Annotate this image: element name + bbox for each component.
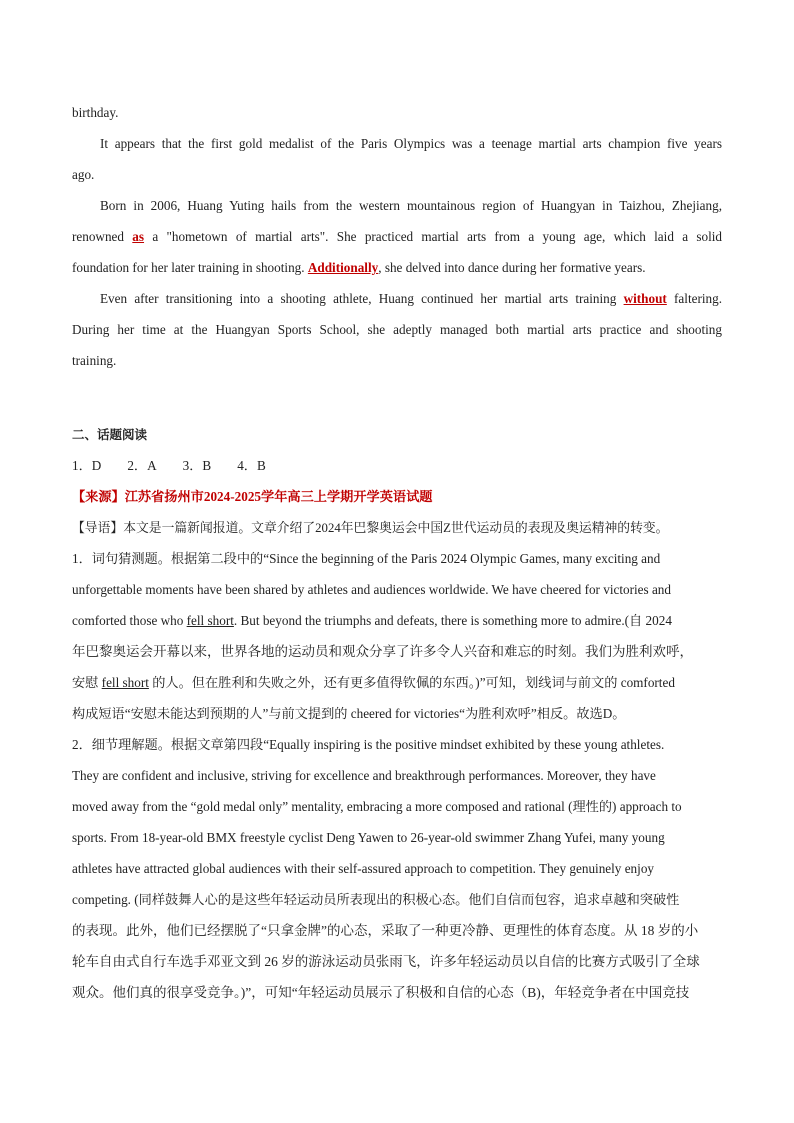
explanation-line: moved away from the “gold medal only” mentality, embracing a more composed and rational (理性的) approach to (72, 799, 682, 814)
passage-line: During her time at the Huangyan Sports School, she adeptly managed both martial arts practice and shooting (72, 322, 722, 337)
underlined-phrase: fell short (186, 613, 234, 628)
explanation-line: competing. (同样鼓舞人心的是这些年轻运动员所表现出的积极心态。他们自信而包容，追求卓越和突破性 (72, 892, 680, 907)
explanation-line: 1．词句猜测题。根据第二段中的“Since the beginning of the Paris 2024 Olympic Games, many exciting and (72, 551, 661, 566)
passage-line: renowned as a "hometown of martial arts". She practiced martial arts from a young age, which laid a solid (72, 229, 722, 244)
explanation-line: 构成短语“安慰未能达到预期的人”与前文提到的 cheered for victories“为胜利欢呼”相反。故选D。 (72, 706, 626, 721)
passage-line: Even after transitioning into a shooting athlete, Huang continued her martial arts training without faltering. (100, 291, 723, 306)
underlined-phrase: fell short (101, 675, 149, 690)
passage-line: ago. (72, 167, 95, 182)
explanation-line: unforgettable moments have been shared by athletes and audiences worldwide. We have cheered for victories and (72, 582, 671, 597)
answer-item: 2．A (127, 458, 157, 473)
passage-line: training. (72, 353, 117, 368)
guide-line: 【导语】本文是一篇新闻报道。文章介绍了2024年巴黎奥运会中国Z世代运动员的表现及奥运精神的转变。 (72, 521, 669, 535)
explanation-line: comforted those who fell short. But beyond the triumphs and defeats, there is something more to admire.(自 2024 (72, 613, 672, 628)
explanation-line: They are confident and inclusive, striving for excellence and breakthrough performances. Moreover, they have (72, 768, 656, 783)
passage-line: foundation for her later training in shooting. Additionally, she delved into dance during her formative years. (72, 260, 646, 275)
explanation-line: 安慰 fell short 的人。但在胜利和失败之外，还有更多值得钦佩的东西。)”可知，划线词与前文的 comforted (72, 675, 675, 690)
explanation-line: 年巴黎奥运会开幕以来，世界各地的运动员和观众分享了许多令人兴奋和难忘的时刻。我们为胜利欢呼， (72, 644, 693, 659)
answer-key (72, 457, 722, 475)
explanation-line: 2．细节理解题。根据文章第四段“Equally inspiring is the positive mindset exhibited by these young athletes. (72, 737, 665, 752)
explanation-line: athletes have attracted global audiences with their self-assured approach to competition. They genuinely enjoy (72, 861, 655, 876)
answer-item: 3．B (182, 458, 212, 473)
source-line: 【来源】江苏省扬州市2024-2025学年高三上学期开学英语试题 (72, 489, 433, 504)
passage-line: Born in 2006, Huang Yuting hails from the western mountainous region of Huangyan in Taizhou, Zhejiang, (100, 198, 722, 213)
highlighted-answer-word: as (132, 229, 145, 244)
answer-item: 1．D (72, 458, 102, 473)
explanation-line: 的表现。此外，他们已经摆脱了“只拿金牌”的心态，采取了一种更冷静、更理性的体育态度。从 18 岁的小 (72, 923, 699, 938)
passage-line: It appears that the first gold medalist of the Paris Olympics was a teenage martial arts champion five years (100, 136, 722, 151)
section-heading: 二、话题阅读 (72, 427, 148, 442)
explanation-line: 观众。他们真的很享受竞争。)”，可知“年轻运动员展示了积极和自信的心态（B)，年轻竞争者在中国竞技 (72, 985, 690, 1000)
passage-line: birthday. (72, 105, 119, 120)
answer-item: 4．B (237, 458, 266, 473)
explanation-line: sports. From 18-year-old BMX freestyle cyclist Deng Yawen to 26-year-old swimmer Zhang Yufei, many young (72, 830, 665, 845)
highlighted-answer-word: Additionally (307, 260, 379, 275)
highlighted-answer-word: without (623, 291, 667, 306)
explanation-line: 轮车自由式自行车选手邓亚文到 26 岁的游泳运动员张雨飞，许多年轻运动员以自信的比赛方式吸引了全球 (72, 954, 700, 969)
